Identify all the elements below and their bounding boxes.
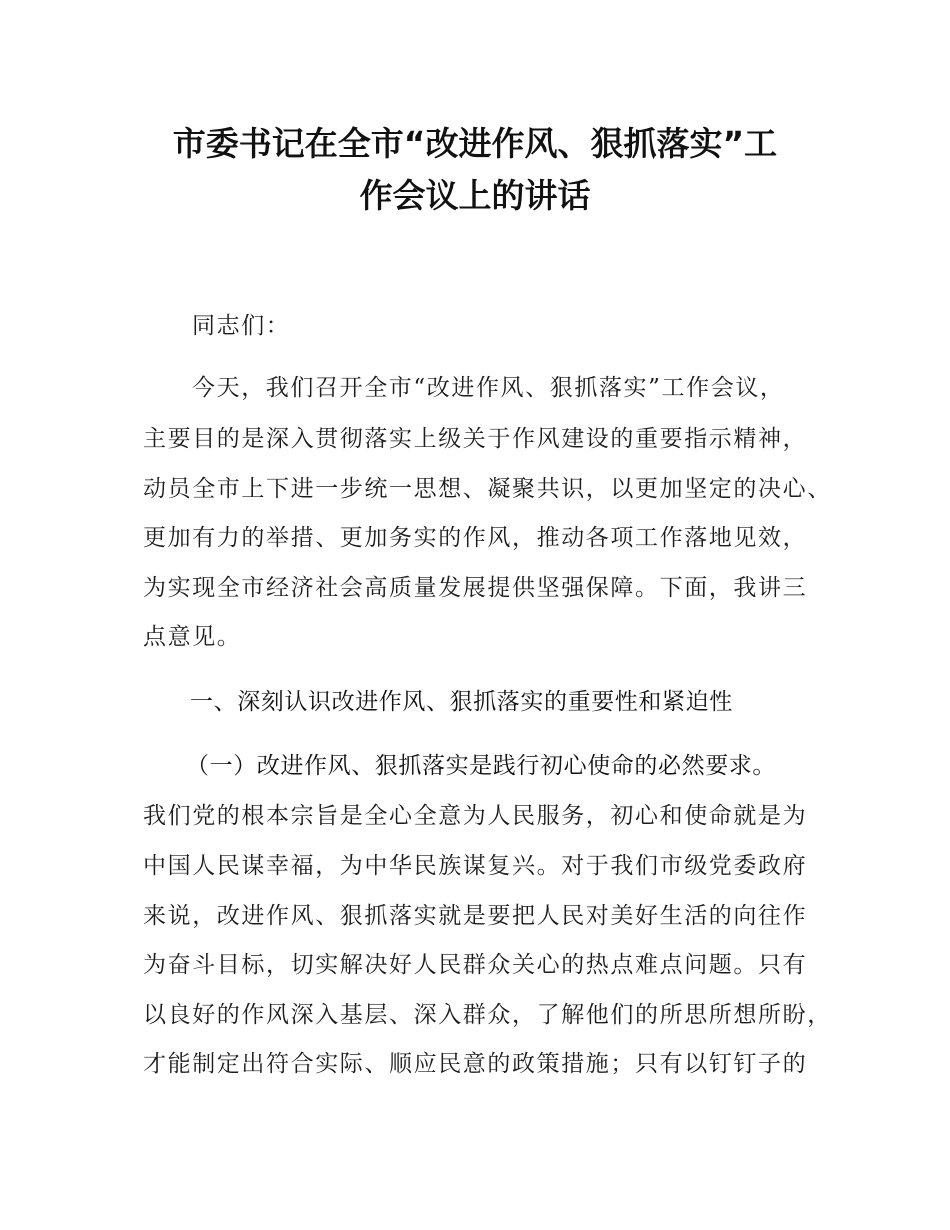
paragraph-line: 以良好的作风深入基层、深入群众，了解他们的所思所想所盼， (143, 1002, 832, 1028)
subsection-heading: （一）改进作风、狠抓落实是践行初心使命的必然要求。 (186, 753, 776, 779)
intro-line: 动员全市上下进一步统一思想、凝聚共识，以更加坚定的决心、 (143, 476, 832, 502)
salutation: 同志们： (192, 313, 291, 339)
paragraph-line: 来说，改进作风、狠抓落实就是要把人民对美好生活的向往作 (143, 903, 808, 929)
title-line-1: 市委书记在全市“改进作风、狠抓落实”工 (172, 124, 778, 163)
paragraph-line: 为奋斗目标，切实解决好人民群众关心的热点难点问题。只有 (143, 952, 808, 978)
intro-line: 点意见。 (143, 624, 242, 650)
section-heading: 一、深刻认识改进作风、狠抓落实的重要性和紧迫性 (190, 689, 733, 715)
intro-line: 更加有力的举措、更加务实的作风，推动各项工作落地见效， (143, 525, 808, 551)
paragraph-line: 我们党的根本宗旨是全心全意为人民服务，初心和使命就是为 (143, 803, 808, 829)
intro-line: 主要目的是深入贯彻落实上级关于作风建设的重要指示精神， (143, 426, 808, 452)
paragraph-line: 才能制定出符合实际、顺应民意的政策措施；只有以钉钉子的 (143, 1051, 808, 1077)
intro-line: 今天，我们召开全市“改进作风、狠抓落实”工作会议， (192, 375, 785, 401)
document-title (100, 118, 850, 222)
title-line-2: 作会议上的讲话 (359, 176, 591, 215)
intro-line: 为实现全市经济社会高质量发展提供坚强保障。下面，我讲三 (143, 575, 808, 601)
paragraph-line: 中国人民谋幸福，为中华民族谋复兴。对于我们市级党委政府 (143, 853, 808, 879)
